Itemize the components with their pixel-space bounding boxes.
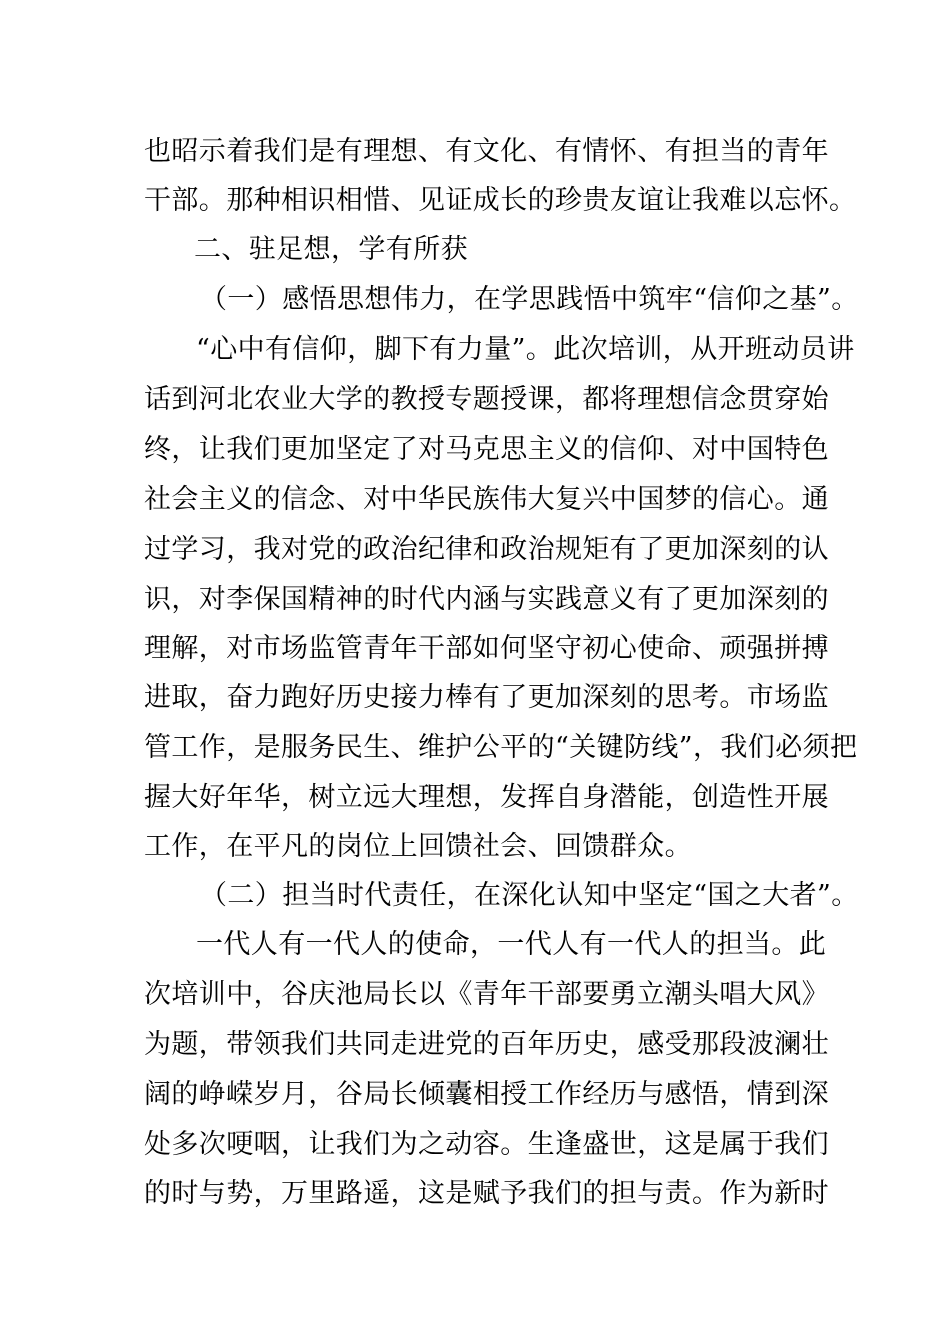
paragraph-line: 管工作，是服务民生、维护公平的“关键防线”，我们必须把: [144, 732, 858, 763]
paragraph-line: 为题，带领我们共同走进党的百年历史，感受那段波澜壮: [144, 1029, 829, 1060]
paragraph-line: 阔的峥嵘岁月，谷局长倾囊相授工作经历与感悟，情到深: [144, 1079, 829, 1110]
paragraph-line: 进取，奋力跑好历史接力棒有了更加深刻的思考。市场监: [144, 682, 829, 713]
paragraph-line: 过学习，我对党的政治纪律和政治规矩有了更加深刻的认: [144, 534, 829, 565]
paragraph-line: 终，让我们更加坚定了对马克思主义的信仰、对中国特色: [144, 434, 829, 465]
paragraph-line: 一代人有一代人的使命，一代人有一代人的担当。此: [196, 929, 827, 960]
paragraph-line: 也昭示着我们是有理想、有文化、有情怀、有担当的青年: [144, 136, 829, 167]
paragraph-line: “心中有信仰，脚下有力量”。此次培训，从开班动员讲: [196, 334, 855, 365]
paragraph-line: 次培训中，谷庆池局长以《青年干部要勇立潮头唱大风》: [144, 979, 829, 1010]
paragraph-line: 理解，对市场监管青年干部如何坚守初心使命、顽强拼搏: [144, 633, 829, 664]
section-heading: 二、驻足想，学有所获: [194, 234, 468, 265]
paragraph-line: 识，对李保国精神的时代内涵与实践意义有了更加深刻的: [144, 584, 829, 615]
paragraph-line: 社会主义的信念、对中华民族伟大复兴中国梦的信心。通: [144, 484, 829, 515]
paragraph-line: 握大好年华，树立远大理想，发挥自身潜能，创造性开展: [144, 782, 829, 813]
subsection-heading: （一）感悟思想伟力，在学思践悟中筑牢“信仰之基”。: [200, 284, 859, 315]
paragraph-line: 的时与势，万里路遥，这是赋予我们的担与责。作为新时: [144, 1178, 829, 1209]
paragraph-line: 工作，在平凡的岗位上回馈社会、回馈群众。: [144, 831, 692, 862]
paragraph-line: 干部。那种相识相惜、见证成长的珍贵友谊让我难以忘怀。: [144, 185, 857, 216]
subsection-heading: （二）担当时代责任，在深化认知中坚定“国之大者”。: [200, 880, 859, 911]
paragraph-line: 话到河北农业大学的教授专题授课，都将理想信念贯穿始: [144, 384, 829, 415]
paragraph-line: 处多次哽咽，让我们为之动容。生逢盛世，这是属于我们: [144, 1129, 829, 1160]
